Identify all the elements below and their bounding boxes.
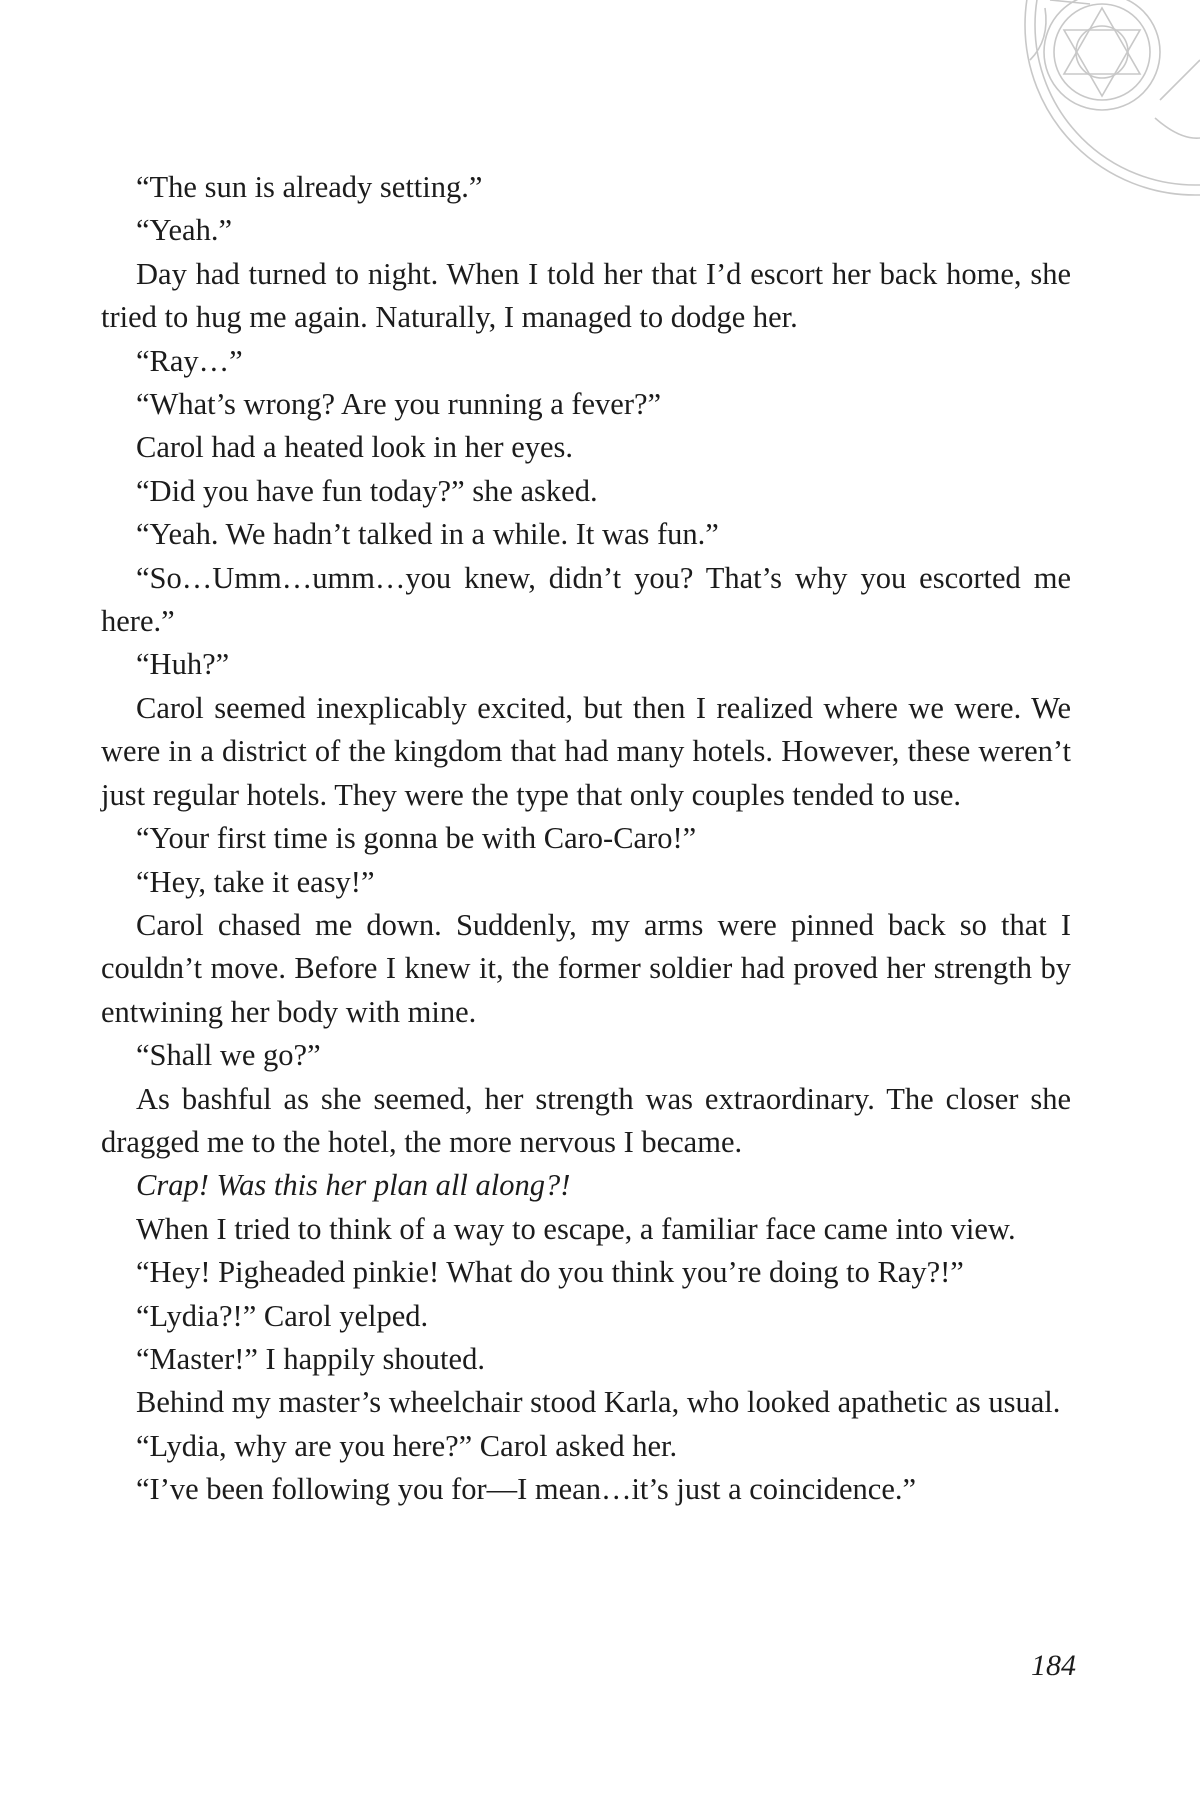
- paragraph: “Lydia?!” Carol yelped.: [136, 1298, 429, 1333]
- paragraph: When I tried to think of a way to escape, a familiar face came into view.: [136, 1211, 1016, 1246]
- paragraph: “Hey! Pigheaded pinkie! What do you think you’re doing to Ray?!”: [136, 1255, 964, 1290]
- paragraph: “What’s wrong? Are you running a fever?”: [136, 387, 662, 422]
- paragraph: “Huh?”: [136, 647, 230, 682]
- paragraph: “So…Umm…umm…you knew, didn’t you? That’s why you escorted me here.”: [101, 560, 1071, 639]
- paragraph: “Your first time is gonna be with Caro-Caro!”: [136, 821, 697, 856]
- paragraph: Behind my master’s wheelchair stood Karla, who looked apathetic as usual.: [136, 1385, 1061, 1420]
- paragraph: “Master!” I happily shouted.: [136, 1341, 485, 1376]
- paragraph: “I’ve been following you for—I mean…it’s just a coincidence.”: [136, 1472, 917, 1507]
- paragraph: “The sun is already setting.”: [136, 170, 483, 204]
- paragraph: “Lydia, why are you here?” Carol asked her.: [136, 1428, 678, 1463]
- paragraph: “Did you have fun today?” she asked.: [136, 473, 598, 508]
- paragraph: As bashful as she seemed, her strength was extraordinary. The closer she dragged me to the hotel, the more nervous I became.: [101, 1081, 1071, 1159]
- paragraph: “Ray…”: [136, 343, 243, 378]
- paragraph: “Shall we go?”: [136, 1038, 321, 1073]
- paragraph: Carol chased me down. Suddenly, my arms were pinned back so that I couldn’t move. Before I knew it, the former soldier had proved her strength by entwining her body with mine.: [101, 907, 1071, 1029]
- paragraph: Carol had a heated look in her eyes.: [136, 430, 574, 465]
- paragraph: Carol seemed inexplicably excited, but then I realized where we were. We were in a district of the kingdom that had many hotels. However, these weren’t just regular hotels. They were the type that only couples tended to use.: [101, 690, 1071, 812]
- paragraph: “Yeah.”: [136, 213, 232, 248]
- paragraph: “Yeah. We hadn’t talked in a while. It was fun.”: [136, 517, 719, 552]
- paragraph: “Hey, take it easy!”: [136, 864, 375, 899]
- inner-thought-paragraph: Crap! Was this her plan all along?!: [136, 1168, 571, 1203]
- page-number: 184: [1031, 1649, 1076, 1682]
- paragraph: Day had turned to night. When I told her that I’d escort her back home, she tried to hug me again. Naturally, I managed to dodge her.: [101, 256, 1071, 335]
- body-text: [101, 166, 1071, 1512]
